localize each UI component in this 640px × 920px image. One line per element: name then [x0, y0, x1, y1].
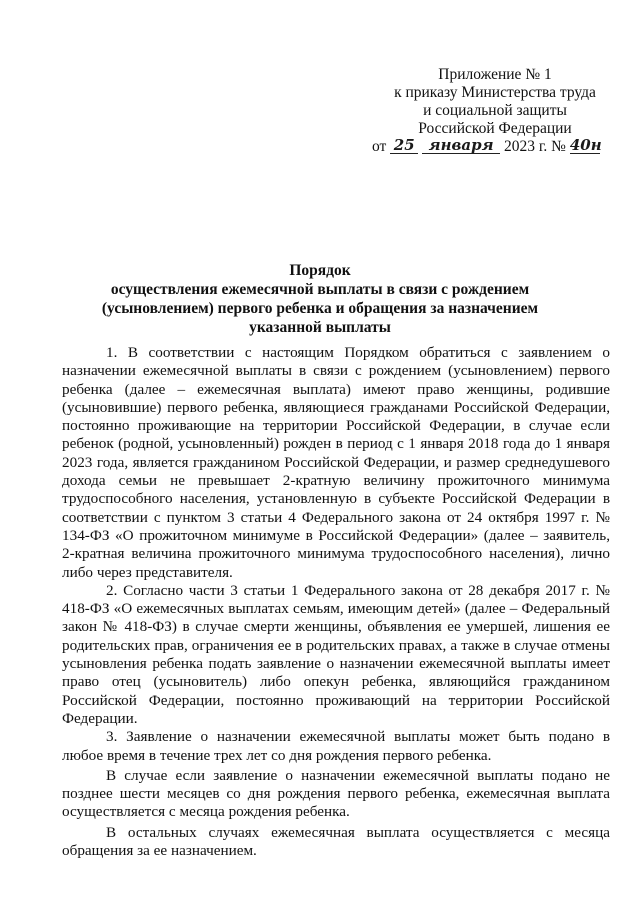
paragraph-3-part-2: В случае если заявление о назначении ежемесячной выплаты подано не позднее шести месяцев со дня рождения первого ребенка, ежемесячная выплата осуществляется с месяца рождения ребенка.: [62, 766, 610, 821]
document-title: [60, 261, 580, 337]
document-body: [62, 344, 610, 860]
handwritten-day: 25: [393, 136, 415, 154]
handwritten-month: января: [428, 136, 494, 154]
country-line: Российской Федерации: [418, 120, 572, 137]
date-prefix: от: [372, 138, 387, 155]
paragraph-3-part-3: В остальных случаях ежемесячная выплата осуществляется с месяца обращения за ее назначением.: [62, 823, 610, 860]
handwritten-order-number: 40н: [569, 136, 602, 154]
ministry-line: и социальной защиты: [423, 102, 567, 119]
title-line: (усыновлением) первого ребенка и обращения за назначением: [101, 300, 539, 317]
paragraph-1: 1. В соответствии с настоящим Порядком обратиться с заявлением о назначении ежемесячной выплаты в связи с рождением (усыновлением) первого ребенка (далее – ежемесячная выплата) имеют право женщины, родившие (усыновившие) первого ребенка, являющиеся гражданами Российской Федерации, постоянно проживающие на территории Российской Федерации, в случае если ребенок (родной, усыновленный) рожден в период с 1 января 2018 года до 1 января 2023 года, является гражданином Российской Федерации, и размер среднедушевого дохода семьи не превышает 2-кратную величину прожиточного минимума трудоспособного населения, установленную в субъекте Российской Федерации в соответствии с пунктом 3 статьи 4 Федерального закона от 24 октября 1997 г. № 134-ФЗ «О прожиточном минимуме в Российской Федерации» (далее – заявитель, 2-кратная величина прожиточного минимума трудоспособного населения), лично либо через представителя.: [62, 344, 610, 581]
appendix-label: Приложение № 1: [438, 66, 552, 83]
order-reference: к приказу Министерства труда: [394, 84, 596, 101]
paragraph-3: 3. Заявление о назначении ежемесячной выплаты может быть подано в любое время в течение трех лет со дня рождения первого ребенка.: [62, 728, 610, 764]
title-line: осуществления ежемесячной выплаты в связи с рождением: [110, 281, 530, 298]
title-line: Порядок: [289, 262, 351, 279]
paragraph-2: 2. Согласно части 3 статьи 1 Федерального закона от 28 декабря 2017 г. № 418-ФЗ «О ежемесячных выплатах семьям, имеющим детей» (далее – Федеральный закон № 418-ФЗ) в случае смерти женщины, объявления ее умершей, лишения ее родительских прав, ограничения ее в родительских правах, а также в случае отмены усыновления ребенка подать заявление о назначении ежемесячной выплаты имеет право отец (усыновитель) либо опекун ребенка, являющийся гражданином Российской Федерации, постоянно проживающий на территории Российской Федерации.: [62, 581, 610, 727]
date-year: 2023 г. №: [503, 138, 566, 155]
title-line: указанной выплаты: [249, 319, 391, 336]
order-date-line: [372, 138, 632, 156]
appendix-header: [360, 66, 630, 138]
